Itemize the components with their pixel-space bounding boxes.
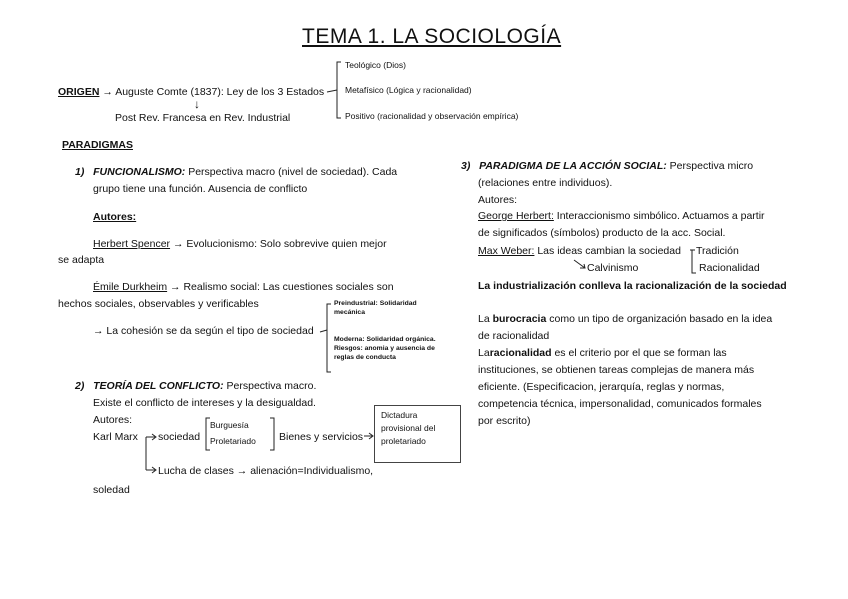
cohesion-bracket [327, 304, 331, 372]
marx-arrow-sociedad [146, 437, 155, 470]
durkheim-text2: hechos sociales, observables y verificables [58, 298, 259, 310]
estado-metafisico: Metafísico (Lógica y racionalidad) [345, 85, 472, 95]
sociedad-text: sociedad [158, 431, 201, 443]
racionalidad-line5: por escrito) [478, 415, 531, 427]
soledad-text: soledad [93, 484, 130, 496]
arrow-icon: → [102, 86, 113, 98]
racionalidad-pre: La [478, 347, 490, 359]
herbert-name: George Herbert: [478, 210, 554, 222]
racionalidad-line2: instituciones, se obtienen tareas complejas de manera más [478, 364, 755, 376]
conflicto-autores: Autores: [93, 414, 133, 426]
origen-label: ORIGEN [58, 86, 100, 98]
burocracia-bold: burocracia [492, 313, 547, 325]
accion-desc2: (relaciones entre individuos). [478, 177, 613, 189]
cohesion-text: → La cohesión se da según el tipo de sociedad [93, 325, 314, 337]
herbert-text: Interaccionismo simbólico. Actuamos a partir [556, 210, 765, 222]
calvinismo-arrow [574, 260, 585, 268]
racionalidad-line4: competencia técnica, impersonalidad, comunicados formales [478, 398, 762, 410]
conflicto-desc: Perspectiva macro. [226, 380, 317, 392]
moderna-text: Moderna: Solidaridad orgánica. Riesgos: anomia y ausencia de reglas de conducta [334, 336, 436, 361]
accion-desc: Perspectiva micro [669, 160, 754, 172]
origen-text: Auguste Comte (1837): Ley de los 3 Estados [115, 86, 325, 98]
funcionalismo-desc2: grupo tiene una función. Ausencia de conflicto [93, 183, 308, 195]
spencer-text2: se adapta [58, 254, 105, 266]
funcionalismo-autores: Autores: [93, 211, 137, 223]
spencer-name: Herbert Spencer [93, 238, 171, 250]
bienes-arrow [364, 433, 373, 439]
weber-name: Max Weber: [478, 245, 535, 257]
marx-arrow-lucha-head [146, 467, 156, 473]
conflicto-line2: Existe el conflicto de intereses y la desigualdad. [93, 397, 316, 409]
racionalidad-bold: racionalidad [489, 347, 552, 359]
accion-autores: Autores: [478, 194, 518, 206]
preindustrial-text: Preindustrial: Solidaridad mecánica [334, 300, 417, 316]
estado-positivo: Positivo (racionalidad y observación empírica) [345, 111, 519, 121]
burocracia-text: como un tipo de organización basado en la idea [549, 313, 773, 325]
burocracia-text2: de racionalidad [478, 330, 550, 342]
racionalidad-line3: eficiente. (Especificacion, jerarquía, reglas y normas, [478, 381, 725, 393]
clases-bracket [206, 418, 210, 450]
durkheim-name: Émile Durkheim [93, 281, 168, 293]
clases-bracket-close [270, 418, 274, 450]
burocracia-pre: La [478, 313, 490, 325]
page-title: TEMA 1. LA SOCIOLOGÍA [302, 25, 562, 48]
clase-proletariado: Proletariado [210, 436, 256, 446]
dictadura-line2: provisional del [381, 423, 436, 434]
funcionalismo-heading: FUNCIONALISMO: [93, 166, 186, 178]
paradigmas-label: PARADIGMAS [62, 139, 133, 151]
funcionalismo-number: 1) [75, 166, 85, 178]
conflicto-heading: TEORÍA DEL CONFLICTO: [93, 380, 224, 392]
weber-bracket-left [690, 250, 696, 273]
clase-burguesia: Burguesía [210, 420, 249, 430]
funcionalismo-desc: Perspectiva macro (nivel de sociedad). Cada [188, 166, 398, 178]
estados-bracket-tip [327, 90, 337, 92]
marx-name: Karl Marx [93, 431, 138, 443]
spencer-text: → Evolucionismo: Solo sobrevive quien mejor [172, 238, 387, 250]
dictadura-line1: Dictadura [381, 410, 418, 420]
bienes-text: Bienes y servicios [279, 431, 364, 443]
estado-teologico: Teológico (Dios) [345, 60, 406, 70]
durkheim-text: → Realismo social: Las cuestiones sociales son [170, 281, 394, 293]
racionalidad-text: es el criterio por el que se forman las [554, 347, 727, 359]
industrializacion-text: La industrialización conlleva la racionalización de la sociedad [478, 280, 787, 292]
origen-post: Post Rev. Francesa en Rev. Industrial [115, 112, 291, 124]
herbert-text2: de significados (símbolos) producto de la acc. Social. [478, 227, 726, 239]
racionalidad-weber-text: Racionalidad [699, 262, 760, 274]
down-arrow-icon: ↓ [194, 97, 200, 111]
dictadura-line3: proletariado [381, 436, 426, 447]
tradicion-text: Tradición [696, 245, 739, 257]
accion-heading: PARADIGMA DE LA ACCIÓN SOCIAL: [479, 160, 667, 172]
weber-text: Las ideas cambian la sociedad [537, 245, 681, 257]
accion-number: 3) [461, 160, 471, 172]
calvinismo-text: Calvinismo [587, 262, 639, 274]
estados-bracket [337, 62, 341, 118]
conflicto-number: 2) [75, 380, 85, 392]
cohesion-bracket-tip [320, 330, 327, 332]
lucha-text: Lucha de clases → alienación=Individualismo, [158, 465, 374, 477]
